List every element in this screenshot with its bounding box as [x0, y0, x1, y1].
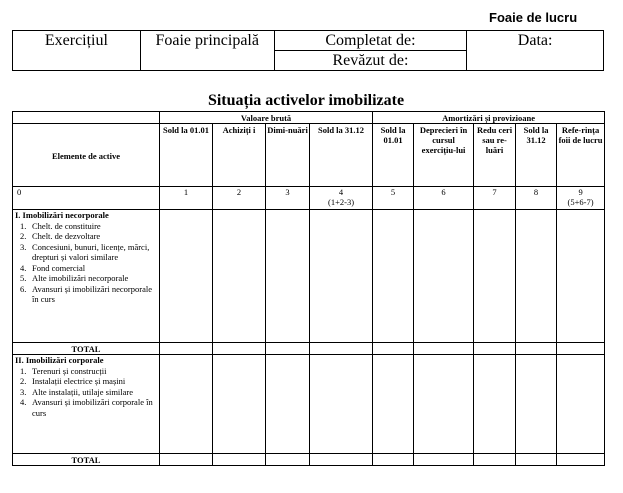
col-diminuari: Dimi-nuări [266, 124, 310, 187]
section-title: II. Imobilizări corporale [15, 355, 104, 365]
table-cell[interactable] [213, 454, 266, 466]
table-cell[interactable] [474, 210, 516, 343]
formula-9: (5+6-7) [567, 197, 594, 207]
table-cell[interactable] [414, 355, 474, 454]
table-cell[interactable] [310, 343, 373, 355]
table-cell[interactable] [557, 454, 605, 466]
num-4 [310, 187, 373, 210]
sheet-label: Foaie de lucru [489, 10, 578, 25]
table-cell[interactable] [310, 454, 373, 466]
num-7: 7 [474, 187, 516, 210]
table-cell[interactable] [474, 343, 516, 355]
formula-4: (1+2-3) [328, 197, 355, 207]
table-cell[interactable] [266, 210, 310, 343]
table-cell[interactable] [266, 454, 310, 466]
num-3: 3 [266, 187, 310, 210]
table-cell[interactable] [266, 343, 310, 355]
num-6: 6 [414, 187, 474, 210]
table-cell[interactable] [474, 355, 516, 454]
table-cell[interactable] [557, 355, 605, 454]
list-item: 4. Avansuri și imobilizări corporale în curs [20, 397, 153, 418]
list-item: 1. Terenuri și construcții [20, 365, 107, 376]
section-corporale [13, 355, 160, 454]
completat-de-cell: Completat de: [274, 31, 467, 51]
total-label: TOTAL [13, 343, 160, 355]
table-cell[interactable] [160, 343, 213, 355]
table-cell[interactable] [373, 210, 414, 343]
header-table [12, 30, 604, 71]
table-cell[interactable] [414, 343, 474, 355]
foaie-principala-cell: Foaie principală [140, 31, 274, 71]
total-label: TOTAL [13, 454, 160, 466]
revazut-de-cell: Revăzut de: [274, 51, 467, 71]
table-cell[interactable] [557, 210, 605, 343]
col-amort-sold-31-12: Sold la 31.12 [516, 124, 557, 187]
col-reduceri: Redu ceri sau re-luări [474, 124, 516, 187]
table-cell[interactable] [373, 343, 414, 355]
page-title: Situația activelor imobilizate [207, 92, 405, 109]
section-necorporale [13, 210, 160, 343]
col-amort-sold-01-01: Sold la 01.01 [373, 124, 414, 187]
table-cell[interactable] [160, 454, 213, 466]
table-cell[interactable] [213, 343, 266, 355]
table-cell[interactable] [516, 355, 557, 454]
num-9-label: 9 [578, 187, 583, 197]
list-item: 3. Alte instalații, utilaje similare [20, 386, 134, 397]
list-item: 2. Instalații electrice și mașini [20, 376, 126, 386]
num-1: 1 [160, 187, 213, 210]
blank-corner [13, 112, 160, 124]
list-item: 5. Alte imobilizări necorporale [20, 273, 129, 283]
col-elemente-de-active: Elemente de active [13, 124, 160, 187]
table-cell[interactable] [414, 210, 474, 343]
table-cell[interactable] [160, 355, 213, 454]
list-item: 1. Chelt. de constituire [20, 220, 101, 231]
list-item: 3. Concesiuni, bunuri, licențe, mărci, drepturi și valori similare [20, 241, 150, 262]
col-sold-31-12: Sold la 31.12 [310, 124, 373, 187]
table-cell[interactable] [516, 343, 557, 355]
group-valoare-bruta: Valoare brută [160, 112, 373, 124]
list-item: 2. Chelt. de dezvoltare [20, 231, 101, 241]
table-cell[interactable] [474, 454, 516, 466]
assets-table [12, 111, 605, 466]
table-cell[interactable] [373, 355, 414, 454]
table-cell[interactable] [160, 210, 213, 343]
col-sold-01-01: Sold la 01.01 [160, 124, 213, 187]
list-item: 4. Fond comercial [20, 262, 86, 273]
num-9 [557, 187, 605, 210]
table-cell[interactable] [516, 210, 557, 343]
exercitiul-cell: Exercițiul [13, 31, 141, 71]
col-achizitii: Achiziți i [213, 124, 266, 187]
table-cell[interactable] [213, 210, 266, 343]
num-4-label: 4 [338, 187, 344, 197]
num-2: 2 [213, 187, 266, 210]
group-amortizari: Amortizări și provizioane [373, 112, 605, 124]
table-cell[interactable] [310, 355, 373, 454]
table-cell[interactable] [266, 355, 310, 454]
col-referinta: Refe-rința foii de lucru [557, 124, 605, 187]
table-cell[interactable] [213, 355, 266, 454]
list-item: 6. Avansuri și imobilizări necorporale în curs [20, 283, 152, 304]
table-cell[interactable] [557, 343, 605, 355]
table-cell[interactable] [373, 454, 414, 466]
col-deprecieri: Deprecieri în cursul exercițiu-lui [414, 124, 474, 187]
table-cell[interactable] [310, 210, 373, 343]
data-cell: Data: [467, 31, 604, 71]
num-0: 0 [13, 187, 160, 210]
table-cell[interactable] [516, 454, 557, 466]
num-5: 5 [373, 187, 414, 210]
num-8: 8 [516, 187, 557, 210]
table-cell[interactable] [414, 454, 474, 466]
section-title: I. Imobilizări necorporale [15, 210, 109, 220]
